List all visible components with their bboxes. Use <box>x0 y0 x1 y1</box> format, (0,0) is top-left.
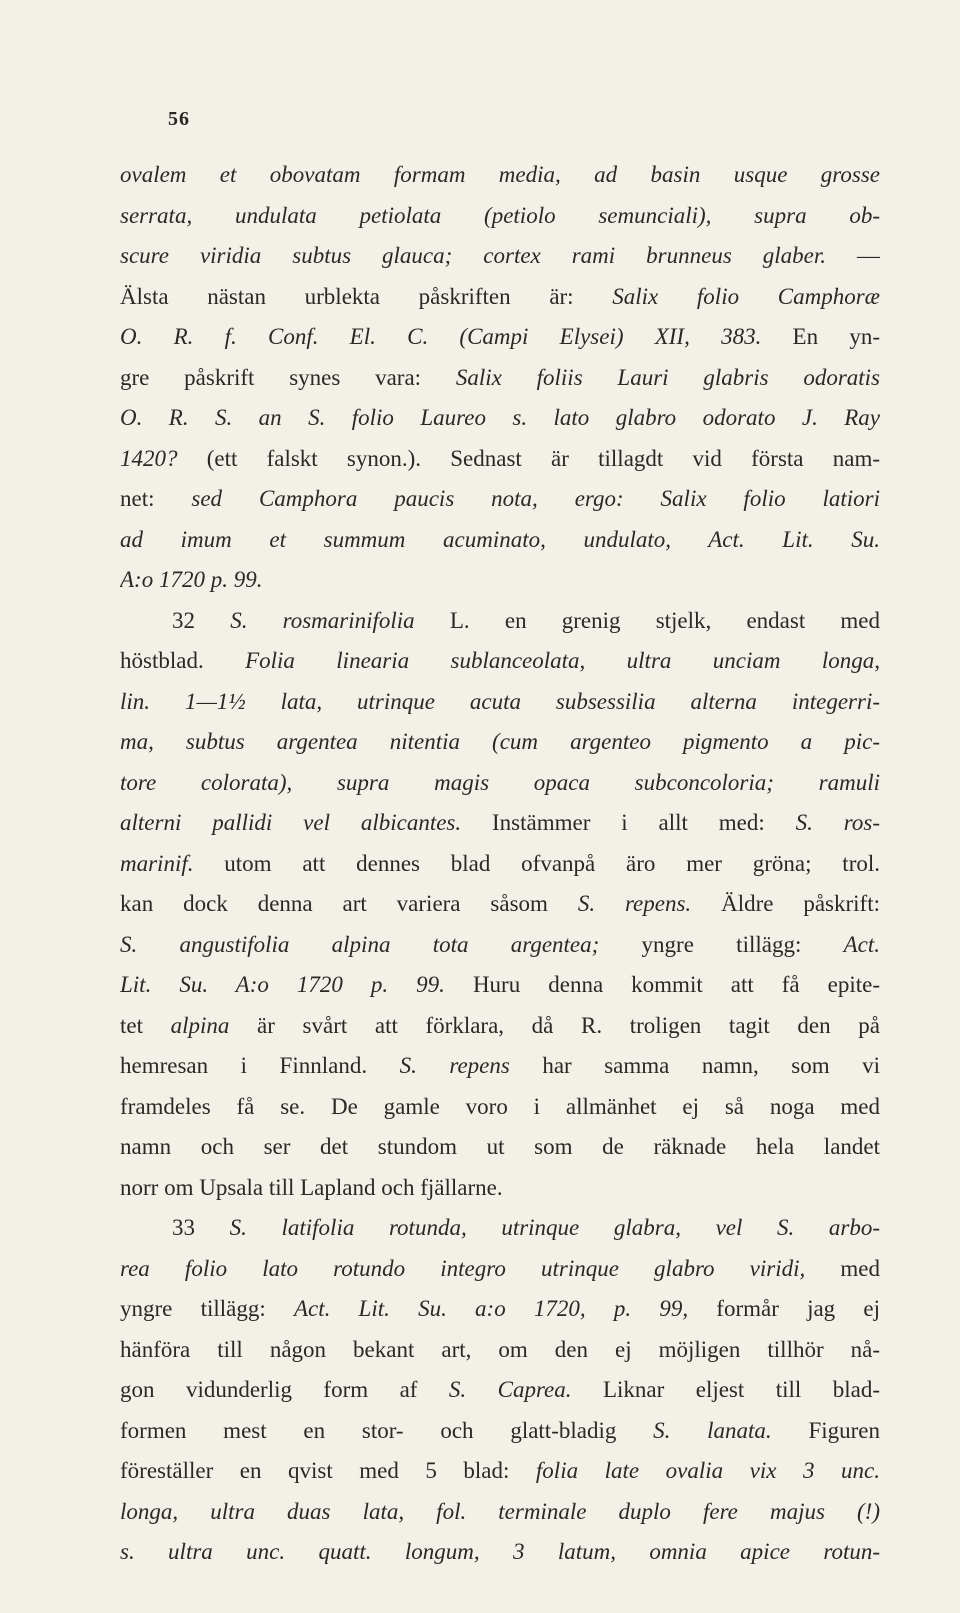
text-segment: är svårt att förklara, då R. troligen tagit den på <box>229 1012 880 1038</box>
text-segment: (ett falskt synon.). Sednast är tillagdt vid första nam- <box>177 445 880 471</box>
text-line <box>120 1249 880 1290</box>
text-line <box>120 1006 880 1047</box>
text-segment: kan dock denna art variera såsom <box>120 891 578 916</box>
text-segment: Äldre påskrift: <box>691 891 880 916</box>
italic-text-segment: alterni pallidi vel albicantes. <box>120 810 462 835</box>
text-line <box>120 682 880 723</box>
italic-text-segment: marinif. <box>120 850 194 876</box>
text-segment: yngre tillägg: <box>120 1296 294 1321</box>
italic-text-segment: O. R. f. Conf. El. C. (Campi Elysei) XII, 383. <box>120 324 762 349</box>
text-line <box>120 155 880 196</box>
text-line <box>120 925 880 966</box>
italic-text-segment: alpina <box>170 1012 230 1038</box>
text-segment: utom att dennes blad ofvanpå äro mer gröna; trol. <box>193 850 880 876</box>
italic-text-segment: O. R. S. an S. folio Laureo s. lato glabro odorato J. Ray <box>120 405 880 430</box>
italic-text-segment: S. repens <box>399 1053 510 1078</box>
text-line <box>120 236 880 277</box>
text-segment: Älsta nästan urblekta påskriften är: <box>120 283 613 309</box>
italic-text-segment: sed Camphora paucis nota, ergo: Salix folio latiori <box>191 486 880 511</box>
italic-text-segment: ovalem et obovatam formam media, ad basin usque grosse <box>120 162 880 187</box>
text-line <box>120 1208 880 1249</box>
text-segment: har samma namn, som vi <box>509 1053 880 1078</box>
text-segment: norr om Upsala till Lapland och fjällarne. <box>120 1174 503 1200</box>
italic-text-segment: A:o 1720 p. 99. <box>120 567 263 592</box>
text-segment: höstblad. <box>120 648 246 673</box>
text-line <box>120 398 880 439</box>
italic-text-segment: S. lanata. <box>653 1417 772 1443</box>
italic-text-segment: S. Caprea. <box>448 1377 572 1402</box>
text-line <box>120 844 880 885</box>
italic-text-segment: ma, subtus argentea nitentia (cum argenteo pigmento a pic- <box>120 729 880 754</box>
text-segment: 33 <box>172 1215 230 1240</box>
text-line <box>120 1168 880 1209</box>
text-segment: hemresan i Finnland. <box>120 1053 400 1078</box>
text-segment: namn och ser det stundom ut som de räknade hela landet <box>120 1134 880 1159</box>
italic-text-segment: ad imum et summum acuminato, undulato, Act. Lit. Su. <box>120 526 880 552</box>
italic-text-segment: S. ros- <box>795 810 880 835</box>
text-segment: Figuren <box>771 1417 880 1443</box>
text-line <box>120 601 880 642</box>
text-segment: net: <box>120 486 192 511</box>
text-segment: Instämmer i allt med: <box>461 810 796 835</box>
italic-text-segment: S. latifolia rotunda, utrinque glabra, vel S. arbo- <box>229 1215 880 1240</box>
page-number: 56 <box>168 108 190 130</box>
text-line <box>120 560 880 601</box>
text-segment: En yn- <box>761 324 880 349</box>
italic-text-segment: 1420? <box>120 445 178 471</box>
text-segment: 32 <box>172 607 231 633</box>
text-segment: — <box>826 243 880 268</box>
italic-text-segment: rea folio lato rotundo integro utrinque glabro viridi, <box>120 1255 806 1281</box>
italic-text-segment: Act. Lit. Su. a:o 1720, p. 99, <box>293 1296 689 1321</box>
text-line <box>120 196 880 237</box>
text-line <box>120 1046 880 1087</box>
italic-text-segment: Salix foliis Lauri glabris odoratis <box>455 364 880 390</box>
text-segment: gon vidunderlig form af <box>120 1377 449 1402</box>
text-segment: formår jag ej <box>688 1296 880 1321</box>
text-segment: yngre tillägg: <box>599 931 844 957</box>
italic-text-segment: S. rosmarinifolia <box>230 607 415 633</box>
text-line <box>120 965 880 1006</box>
italic-text-segment: s. ultra unc. quatt. longum, 3 latum, omnia apice rotun- <box>120 1539 880 1564</box>
italic-text-segment: folia late ovalia vix 3 unc. <box>535 1458 880 1483</box>
text-line <box>120 1411 880 1452</box>
text-line <box>120 803 880 844</box>
text-segment: föreställer en qvist med 5 blad: <box>120 1458 536 1483</box>
italic-text-segment: tore colorata), supra magis opaca subconcoloria; ramuli <box>120 769 880 795</box>
italic-text-segment: Folia linearia sublanceolata, ultra unciam longa, <box>245 648 880 673</box>
text-segment: framdeles få se. De gamle voro i allmänhet ej så noga med <box>120 1093 880 1119</box>
text-line <box>120 358 880 399</box>
text-segment: Huru denna kommit att få epite- <box>444 972 880 997</box>
text-line <box>120 277 880 318</box>
text-segment: hänföra till någon bekant art, om den ej möjligen tillhör nå- <box>120 1336 880 1362</box>
text-line <box>120 1127 880 1168</box>
text-segment: Liknar eljest till blad- <box>571 1377 880 1402</box>
italic-text-segment: lin. 1—1½ lata, utrinque acuta subsessilia alterna integerri- <box>120 688 880 714</box>
text-segment: formen mest en stor- och glatt-bladig <box>120 1417 654 1443</box>
italic-text-segment: serrata, undulata petiolata (petiolo semunciali), supra ob- <box>120 202 880 228</box>
text-line <box>120 317 880 358</box>
text-line <box>120 722 880 763</box>
text-line <box>120 479 880 520</box>
italic-text-segment: Salix folio Camphoræ <box>612 283 880 309</box>
italic-text-segment: Lit. Su. A:o 1720 p. 99. <box>120 972 445 997</box>
body-text <box>120 155 880 1573</box>
text-line <box>120 1087 880 1128</box>
italic-text-segment: scure viridia subtus glauca; cortex rami brunneus glaber. <box>120 243 827 268</box>
text-line <box>120 520 880 561</box>
text-line <box>120 1532 880 1573</box>
text-line <box>120 641 880 682</box>
italic-text-segment: longa, ultra duas lata, fol. terminale duplo fere majus (!) <box>120 1498 880 1524</box>
text-segment: med <box>805 1255 880 1281</box>
italic-text-segment: Act. <box>843 931 880 957</box>
text-segment: gre påskrift synes vara: <box>120 364 456 390</box>
text-line <box>120 1289 880 1330</box>
text-line <box>120 439 880 480</box>
text-line <box>120 1370 880 1411</box>
text-segment: tet <box>120 1012 171 1038</box>
text-line <box>120 1451 880 1492</box>
italic-text-segment: S. angustifolia alpina tota argentea; <box>120 931 600 957</box>
text-line <box>120 1492 880 1533</box>
text-line <box>120 884 880 925</box>
text-line <box>120 1330 880 1371</box>
text-segment: L. en grenig stjelk, endast med <box>414 607 880 633</box>
text-line <box>120 763 880 804</box>
italic-text-segment: S. repens. <box>577 891 692 916</box>
